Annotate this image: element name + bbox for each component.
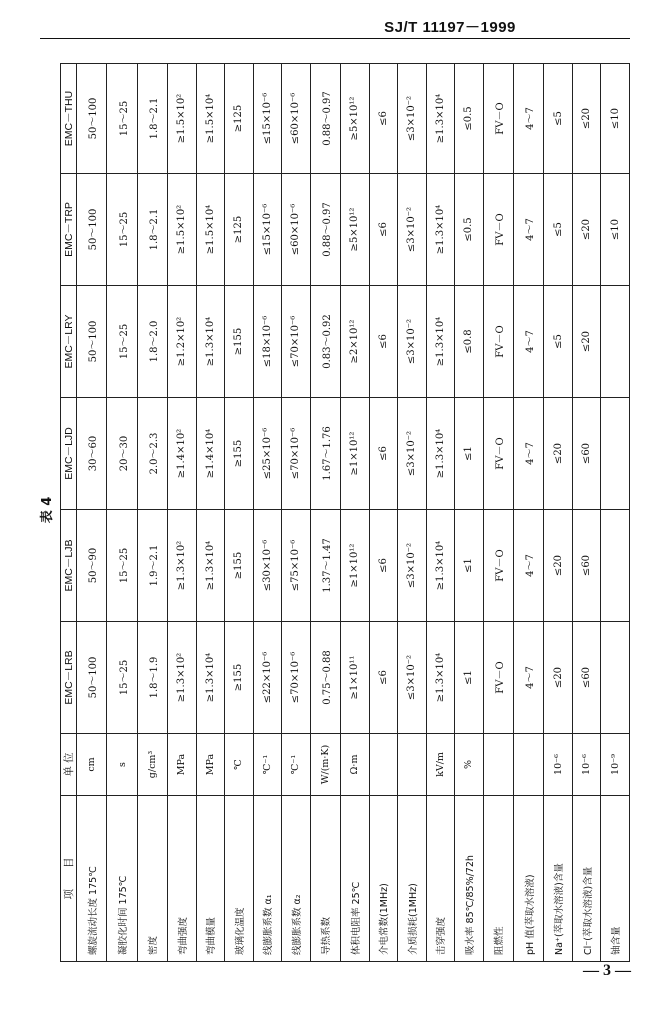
property-value	[601, 510, 630, 622]
property-value: ≤5	[544, 286, 573, 398]
property-value: ≥1.4×10²	[168, 398, 197, 510]
property-unit: 10⁻⁶	[572, 734, 601, 796]
table-row	[341, 64, 370, 962]
property-name: 导热系数	[310, 796, 340, 962]
property-unit: g/cm³	[137, 734, 167, 796]
property-value: ≤1	[455, 510, 484, 622]
header-grade-4: EMC－LRY	[61, 286, 77, 398]
property-unit	[369, 734, 398, 796]
property-value: ≥1×10¹²	[341, 510, 370, 622]
property-value: ≤70×10⁻⁶	[282, 622, 311, 734]
property-value: 15～25	[107, 510, 137, 622]
table-row	[137, 64, 167, 962]
property-value: 15～25	[107, 174, 137, 286]
property-value: 4～7	[513, 398, 543, 510]
property-value: 50～100	[77, 622, 107, 734]
property-value: 1.8～2.1	[137, 174, 167, 286]
standard-number-header: SJ/T 11197－1999	[384, 19, 516, 36]
property-value: 0.88～0.97	[310, 64, 340, 174]
property-value: ≤70×10⁻⁶	[282, 286, 311, 398]
table-row	[310, 64, 340, 962]
property-value: ≥1.5×10⁴	[196, 64, 225, 174]
property-value: ≤75×10⁻⁶	[282, 510, 311, 622]
table-caption: 表 4	[40, 496, 55, 524]
table-row	[77, 64, 107, 962]
property-name: Cl⁻(萃取水溶液)含量	[572, 796, 601, 962]
property-value: ≥1.3×10⁴	[426, 64, 455, 174]
property-value: ≤6	[369, 622, 398, 734]
property-value: FV－O	[483, 510, 513, 622]
property-value: 0.83～0.92	[310, 286, 340, 398]
property-value: 30～60	[77, 398, 107, 510]
property-value: ≥1.3×10⁴	[196, 510, 225, 622]
property-value: 4～7	[513, 64, 543, 174]
table-row	[196, 64, 225, 962]
property-value: ≤22×10⁻⁶	[253, 622, 282, 734]
property-value	[601, 622, 630, 734]
property-unit: s	[107, 734, 137, 796]
property-value: 4～7	[513, 622, 543, 734]
property-value: 0.88～0.97	[310, 174, 340, 286]
property-value: 15～25	[107, 286, 137, 398]
property-value: ≥1.3×10⁴	[196, 286, 225, 398]
property-value: ≤60×10⁻⁶	[282, 174, 311, 286]
property-unit: %	[455, 734, 484, 796]
property-value: ≤3×10⁻²	[398, 174, 427, 286]
property-value: ≤15×10⁻⁶	[253, 64, 282, 174]
property-name: 介电常数(1MHz)	[369, 796, 398, 962]
table-row	[426, 64, 455, 962]
property-unit: Ω·m	[341, 734, 370, 796]
property-value: 4～7	[513, 174, 543, 286]
header-grade-5: EMC－TRP	[61, 174, 77, 286]
header-rule	[40, 38, 630, 39]
property-value: ≥155	[225, 510, 254, 622]
property-value: ≤10	[601, 64, 630, 174]
property-value: ≤3×10⁻²	[398, 622, 427, 734]
table-row	[483, 64, 513, 962]
property-value: ≤6	[369, 286, 398, 398]
property-unit: cm	[77, 734, 107, 796]
property-name: 击穿强度	[426, 796, 455, 962]
property-name: 密度	[137, 796, 167, 962]
table-row	[513, 64, 543, 962]
property-unit: ℃⁻¹	[282, 734, 311, 796]
property-value: ≤15×10⁻⁶	[253, 174, 282, 286]
table-row	[455, 64, 484, 962]
header-grade-6: EMC－THU	[61, 64, 77, 174]
property-name: 玻璃化温度	[225, 796, 254, 962]
property-value: ≤20	[572, 286, 601, 398]
property-value: FV－O	[483, 398, 513, 510]
property-value	[601, 286, 630, 398]
property-value: 50～100	[77, 64, 107, 174]
property-unit: kV/m	[426, 734, 455, 796]
table-row	[544, 64, 573, 962]
property-value: ≤20	[572, 64, 601, 174]
properties-table	[60, 63, 630, 962]
property-value: ≤25×10⁻⁶	[253, 398, 282, 510]
property-value: ≥1.3×10⁴	[426, 622, 455, 734]
property-value: 1.67～1.76	[310, 398, 340, 510]
table-row	[601, 64, 630, 962]
property-unit: 10⁻⁶	[544, 734, 573, 796]
property-value: FV－O	[483, 64, 513, 174]
property-value: 2.0～2.3	[137, 398, 167, 510]
property-unit: 10⁻⁹	[601, 734, 630, 796]
property-value: ≥1.4×10⁴	[196, 398, 225, 510]
property-value: ≤6	[369, 398, 398, 510]
property-name: 弯曲模量	[196, 796, 225, 962]
property-value: ≥1.3×10⁴	[196, 622, 225, 734]
property-value: ≤3×10⁻²	[398, 510, 427, 622]
property-value: ≤6	[369, 510, 398, 622]
property-value: 4～7	[513, 510, 543, 622]
property-value: FV－O	[483, 286, 513, 398]
property-value: ≥125	[225, 64, 254, 174]
property-unit: ℃	[225, 734, 254, 796]
table-row	[107, 64, 137, 962]
property-value: ≤30×10⁻⁶	[253, 510, 282, 622]
property-value: ≤60	[572, 622, 601, 734]
property-value: ≥1.5×10²	[168, 174, 197, 286]
property-value: ≥1.3×10⁴	[426, 286, 455, 398]
property-value: ≥1.3×10⁴	[426, 510, 455, 622]
property-value: ≥5×10¹²	[341, 174, 370, 286]
property-value: ≥1.3×10⁴	[426, 398, 455, 510]
property-value: 4～7	[513, 286, 543, 398]
property-value: ≤1	[455, 398, 484, 510]
page-number: — 3 —	[583, 962, 631, 979]
property-unit: ℃⁻¹	[253, 734, 282, 796]
property-value: ≤20	[572, 174, 601, 286]
property-value: ≤20	[544, 510, 573, 622]
property-value: 1.8～2.0	[137, 286, 167, 398]
property-unit	[513, 734, 543, 796]
property-value: ≥155	[225, 398, 254, 510]
property-value: FV－O	[483, 174, 513, 286]
table-row	[398, 64, 427, 962]
property-value: 15～25	[107, 64, 137, 174]
property-unit: W/(m·K)	[310, 734, 340, 796]
property-value: 50～100	[77, 286, 107, 398]
property-value: ≤10	[601, 174, 630, 286]
property-value: ≥1.3×10²	[168, 510, 197, 622]
property-value: ≥2×10¹²	[341, 286, 370, 398]
property-value: ≤60×10⁻⁶	[282, 64, 311, 174]
property-value: ≤20	[544, 398, 573, 510]
property-value: 50～90	[77, 510, 107, 622]
header-grade-2: EMC－LJB	[61, 510, 77, 622]
property-value: 50～100	[77, 174, 107, 286]
property-value: ≤3×10⁻²	[398, 286, 427, 398]
table-header-row	[61, 64, 77, 962]
property-name: 凝胶化时间 175℃	[107, 796, 137, 962]
property-unit	[483, 734, 513, 796]
property-unit	[398, 734, 427, 796]
property-value: ≤0.5	[455, 64, 484, 174]
table-row	[225, 64, 254, 962]
property-value: ≥1×10¹¹	[341, 622, 370, 734]
property-value: ≤60	[572, 398, 601, 510]
property-value: ≤3×10⁻²	[398, 398, 427, 510]
table-row	[572, 64, 601, 962]
property-value	[601, 398, 630, 510]
property-value: ≥1.5×10⁴	[196, 174, 225, 286]
header-grade-3: EMC－LJD	[61, 398, 77, 510]
property-value: ≤6	[369, 64, 398, 174]
property-value: ≥1.2×10²	[168, 286, 197, 398]
table-row	[168, 64, 197, 962]
property-value: ≤5	[544, 174, 573, 286]
property-value: ≥5×10¹²	[341, 64, 370, 174]
property-name: 介质损耗(1MHz)	[398, 796, 427, 962]
property-value: FV－O	[483, 622, 513, 734]
property-value: ≥1.3×10⁴	[426, 174, 455, 286]
property-name: 螺旋流动长度 175℃	[77, 796, 107, 962]
property-value: 1.8～1.9	[137, 622, 167, 734]
property-value: ≤60	[572, 510, 601, 622]
property-name: Na⁺(萃取水溶液)含量	[544, 796, 573, 962]
property-value: 15～25	[107, 622, 137, 734]
property-value: 1.37～1.47	[310, 510, 340, 622]
property-value: ≤6	[369, 174, 398, 286]
property-value: ≥155	[225, 622, 254, 734]
property-name: 弯曲强度	[168, 796, 197, 962]
property-value: ≤70×10⁻⁶	[282, 398, 311, 510]
property-value: 1.9～2.1	[137, 510, 167, 622]
property-name: 吸水率 85℃/85%/72h	[455, 796, 484, 962]
property-unit: MPa	[168, 734, 197, 796]
table-row	[253, 64, 282, 962]
property-unit: MPa	[196, 734, 225, 796]
rotated-table-container	[60, 64, 630, 962]
property-value: ≤18×10⁻⁶	[253, 286, 282, 398]
property-name: 线膨胀系数 α₂	[282, 796, 311, 962]
property-value: ≥155	[225, 286, 254, 398]
table-row	[369, 64, 398, 962]
property-name: 铀含量	[601, 796, 630, 962]
header-item: 项 目	[61, 796, 77, 962]
property-value: ≤0.8	[455, 286, 484, 398]
property-value: 0.75～0.88	[310, 622, 340, 734]
property-name: 线膨胀系数 α₁	[253, 796, 282, 962]
property-value: ≥1.5×10²	[168, 64, 197, 174]
property-value: 20～30	[107, 398, 137, 510]
property-value: ≥1.3×10²	[168, 622, 197, 734]
property-value: ≤0.5	[455, 174, 484, 286]
property-name: 阻燃性	[483, 796, 513, 962]
property-value: ≤20	[544, 622, 573, 734]
property-value: ≤1	[455, 622, 484, 734]
property-value: ≥125	[225, 174, 254, 286]
property-value: 1.8～2.1	[137, 64, 167, 174]
header-unit: 单 位	[61, 734, 77, 796]
property-name: 体积电阻率 25℃	[341, 796, 370, 962]
header-grade-1: EMC－LRB	[61, 622, 77, 734]
table-row	[282, 64, 311, 962]
property-name: pH 值(萃取水溶液)	[513, 796, 543, 962]
property-value: ≤5	[544, 64, 573, 174]
property-value: ≥1×10¹²	[341, 398, 370, 510]
property-value: ≤3×10⁻²	[398, 64, 427, 174]
